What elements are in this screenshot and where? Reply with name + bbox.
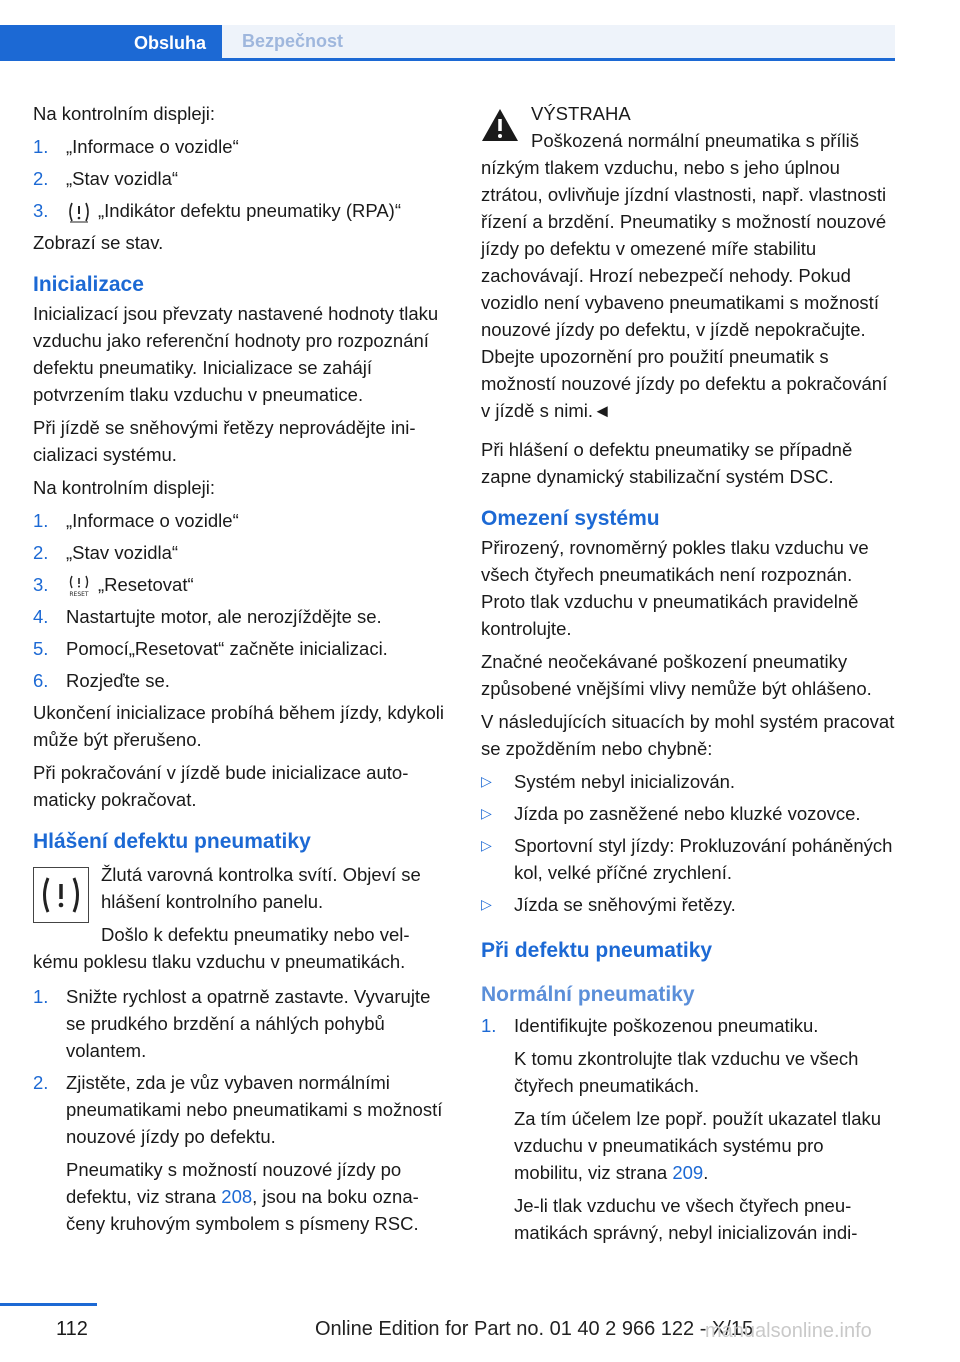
- list-number: 4.: [33, 606, 49, 627]
- list-text: Zjistěte, zda je vůz vybaven normálními pneumatikami nebo pneumatikami s možností nouzové jízdy po defektu.: [66, 1072, 443, 1147]
- list-item: [481, 800, 896, 827]
- list-number: 1.: [33, 136, 49, 157]
- list-item: [33, 539, 448, 566]
- subtext-part: .: [703, 1162, 709, 1183]
- page-number: 112: [56, 1318, 88, 1340]
- paragraph: Žlutá varovná kontrolka svítí. Objeví se hlášení kontrolního panelu.: [101, 864, 421, 912]
- defect-steps-list: [33, 983, 448, 1237]
- list-text: „Resetovat“: [98, 574, 194, 595]
- display-menu-list: [33, 133, 448, 224]
- warning-title: VÝSTRAHA: [531, 103, 631, 124]
- list-subtext: [514, 1105, 896, 1186]
- list-subtext: K tomu zkontrolujte tlak vzduchu ve všech čtyřech pneumatikách.: [514, 1048, 859, 1096]
- list-text: „Informace o vozidle“: [66, 510, 239, 531]
- list-number: 5.: [33, 638, 49, 659]
- intro-text: Na kontrolním displeji:: [33, 103, 215, 124]
- list-item: [481, 832, 896, 886]
- list-item: [33, 603, 448, 630]
- list-item: [33, 1069, 448, 1237]
- limits-bullet-list: [481, 768, 896, 918]
- heading-pri-defektu: Při defektu pneumatiky: [481, 939, 713, 962]
- list-text: Identifikujte poškozenou pneumatiku.: [514, 1015, 819, 1036]
- list-number: 1.: [33, 510, 49, 531]
- tire-warning-icon: [33, 867, 89, 923]
- list-text: Jízda se sněhovými řetězy.: [514, 894, 736, 915]
- paragraph: Ukončení inicializace probíhá během jízdy, kdykoli může být přerušeno.: [33, 702, 444, 750]
- list-item: [33, 635, 448, 662]
- list-number: 3.: [33, 200, 49, 221]
- list-text: Systém nebyl inicializován.: [514, 771, 736, 792]
- list-text: „Stav vozidla“: [66, 542, 179, 563]
- list-text: Snižte rychlost a opatrně zastavte. Vyvarujte se prudkého brzdění a náhlých pohybů volantem.: [66, 986, 431, 1061]
- watermark: manualsonline.info: [705, 1320, 872, 1342]
- status-text: Zobrazí se stav.: [33, 232, 164, 253]
- bullet-triangle-icon: ▷: [481, 837, 492, 853]
- list-number: 1.: [33, 986, 49, 1007]
- warning-text: Poškozená normální pneumatika s příliš nízkým tlakem vzduchu, nebo s jeho úplnou ztrátou, ovlivňuje jízdní vlastnosti, např. vlastnosti řízení a brzdění. Pneumatiky s možností nouzové jízdy po defektu v omezené míře stabilitu zachovávají. Hrozí nebezpečí nehody. Pokud vozidlo není vybaveno pneumatikami s možností nouzové jízdy po defektu, v jízdě nepokračujte. Dbejte upozornění pro použití pneumatik s možností nouzové jízdy po defektu a pokračování v jízdě s nimi.◄: [481, 130, 888, 421]
- list-text: Rozjeďte se.: [66, 670, 170, 691]
- list-item: [33, 571, 448, 598]
- list-text: Pomocí„Resetovat“ začněte inicializaci.: [66, 638, 388, 659]
- list-item: [33, 197, 448, 224]
- list-text: „Indikátor defektu pneumatiky (RPA)“: [98, 200, 401, 221]
- page-link-208[interactable]: 208: [221, 1186, 253, 1207]
- heading-omezeni-systemu: Omezení systému: [481, 507, 660, 530]
- footer-rule: [0, 1303, 97, 1306]
- list-text: „Stav vozidla“: [66, 168, 179, 189]
- list-item: [33, 165, 448, 192]
- list-subtext: [66, 1156, 448, 1237]
- list-number: 6.: [33, 670, 49, 691]
- list-text: Nastartujte motor, ale nerozjíždějte se.: [66, 606, 382, 627]
- paragraph: Značné neočekávané poškození pneumatiky způsobené vnějšími vlivy nemůže být ohlášeno.: [481, 651, 872, 699]
- header-tabs: [0, 25, 895, 61]
- left-column: [33, 100, 448, 1242]
- subtext-part: , jsou na boku označeny kruhovým symbolem s písmeny RSC.: [66, 1186, 419, 1234]
- subheading-normalni-pneumatiky: Normální pneumatiky: [481, 983, 695, 1006]
- list-text: „Informace o vozidle“: [66, 136, 239, 157]
- warning-triangle-icon: [481, 108, 519, 142]
- reset-icon: [66, 575, 92, 597]
- svg-text:RESET: RESET: [69, 591, 89, 598]
- warning-block: [481, 100, 896, 127]
- paragraph: Při jízdě se sněhovými řetězy neprovádějte inicializaci systému.: [33, 417, 416, 465]
- list-text: Jízda po zasněžené nebo kluzké vozovce.: [514, 803, 861, 824]
- list-item: [481, 1012, 896, 1246]
- subtext-part: Za tím účelem lze popř. použít ukazatel tlaku vzduchu v pneumatikách systému pro mobilitu, viz strana: [514, 1108, 882, 1183]
- init-steps-list: [33, 507, 448, 694]
- list-number: 2.: [33, 168, 49, 189]
- paragraph: V následujících situacích by mohl systém pracovat se zpožděním nebo chybně:: [481, 711, 895, 759]
- rpa-icon: [66, 201, 92, 223]
- list-number: 3.: [33, 574, 49, 595]
- paragraph: Přirozený, rovnoměrný pokles tlaku vzduchu ve všech čtyřech pneumatikách není rozpoznán. Proto tlak vzduchu v pneumatikách pravidelně kontrolujte.: [481, 537, 869, 639]
- list-item: [481, 768, 896, 795]
- paragraph: Při pokračování v jízdě bude inicializace automaticky pokračovat.: [33, 762, 409, 810]
- edition-text: Online Edition for Part no. 01 40 2 966 122 - X/15: [315, 1318, 754, 1340]
- paragraph: Došlo k defektu pneumatiky nebo velkému poklesu tlaku vzduchu v pneumatikách.: [33, 924, 410, 972]
- list-item: [33, 507, 448, 534]
- list-item: [33, 983, 448, 1064]
- list-number: 2.: [33, 542, 49, 563]
- list-text: Sportovní styl jízdy: Prokluzování poháněných kol, velké příčné zrychlení.: [514, 835, 893, 883]
- list-subtext: Je-li tlak vzduchu ve všech čtyřech pneumatikách správný, nebyl inicializován indi-: [514, 1195, 858, 1243]
- heading-hlaseni-defektu: Hlášení defektu pneumatiky: [33, 830, 311, 853]
- list-item: [481, 891, 896, 918]
- paragraph: Inicializací jsou převzaty nastavené hodnoty tlaku vzduchu jako referenční hodnoty pro rozpoznání defektu pneumatiky. Inicializace se zahájí potvrzením tlaku vzduchu v pneumatice.: [33, 303, 439, 405]
- paragraph: Na kontrolním displeji:: [33, 477, 215, 498]
- list-number: 2.: [33, 1072, 49, 1093]
- list-item: [33, 667, 448, 694]
- heading-inicializace: Inicializace: [33, 273, 144, 296]
- bullet-triangle-icon: ▷: [481, 805, 492, 821]
- paragraph: Při hlášení o defektu pneumatiky se případně zapne dynamický stabilizační systém DSC.: [481, 439, 853, 487]
- header-rule: [0, 58, 895, 61]
- bullet-triangle-icon: ▷: [481, 773, 492, 789]
- tab-bezpecnost[interactable]: Bezpečnost: [222, 25, 895, 58]
- normal-tire-steps: [481, 1012, 896, 1246]
- subtext-part: Pneumatiky s možností nouzové jízdy po defektu, viz strana: [66, 1159, 402, 1207]
- tab-obsluha[interactable]: Obsluha: [0, 25, 222, 61]
- list-item: [33, 133, 448, 160]
- bullet-triangle-icon: ▷: [481, 896, 492, 912]
- right-column: [481, 100, 896, 1251]
- page-link-209[interactable]: 209: [672, 1162, 704, 1183]
- list-number: 1.: [481, 1015, 497, 1036]
- tire-warning-block: [33, 861, 448, 975]
